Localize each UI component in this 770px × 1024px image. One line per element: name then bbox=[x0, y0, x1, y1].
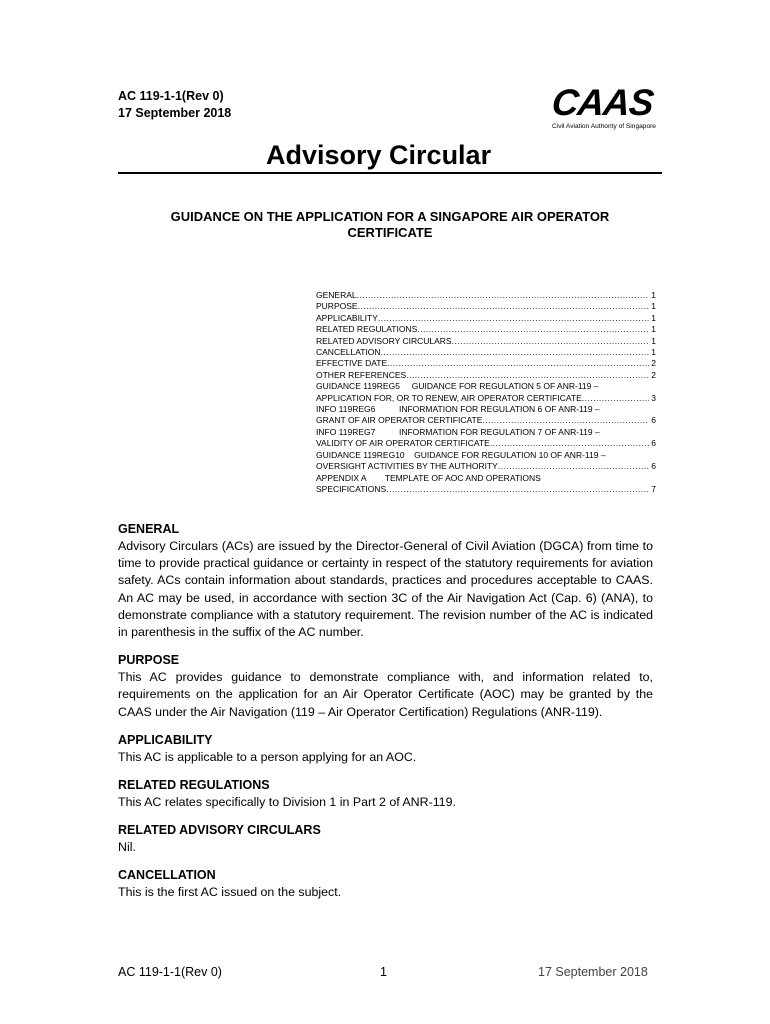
toc-page-number: 1 bbox=[651, 335, 656, 346]
toc-entry-heading: GUIDANCE 119REG10 GUIDANCE FOR REGULATION 10 OF ANR-119 – bbox=[316, 449, 606, 460]
toc-entry-title: PURPOSE bbox=[316, 301, 358, 312]
toc-entry-title: EFFECTIVE DATE bbox=[316, 358, 388, 369]
toc-leader-dots bbox=[357, 290, 650, 301]
section-cancellation bbox=[118, 867, 653, 901]
toc-entry[interactable] bbox=[316, 290, 656, 301]
toc-entry-heading: INFO 119REG6 INFORMATION FOR REGULATION 6 OF ANR-119 – bbox=[316, 404, 600, 415]
section-heading: RELATED REGULATIONS bbox=[118, 778, 270, 793]
title-divider bbox=[118, 172, 662, 174]
toc-entry-title: SPECIFICATIONS bbox=[316, 483, 387, 494]
toc-page-number: 6 bbox=[651, 438, 656, 449]
subtitle-line: GUIDANCE ON THE APPLICATION FOR A SINGAPORE AIR OPERATOR bbox=[170, 209, 610, 224]
page-title: Advisory Circular bbox=[266, 140, 492, 170]
document-reference bbox=[118, 88, 231, 122]
toc-leader-dots bbox=[490, 438, 649, 449]
section-heading: GENERAL bbox=[118, 522, 180, 536]
section-text: This AC relates specifically to Division 1 in Part 2 of ANR-119. bbox=[118, 795, 456, 810]
footer-page-number: 1 bbox=[380, 965, 387, 979]
table-of-contents bbox=[316, 290, 656, 495]
toc-entry-title: OVERSIGHT ACTIVITIES BY THE AUTHORITY bbox=[316, 461, 498, 472]
logo-wordmark: CAAS bbox=[549, 82, 656, 123]
section-general bbox=[118, 521, 653, 641]
toc-entry[interactable] bbox=[316, 347, 656, 358]
toc-leader-dots bbox=[386, 484, 649, 495]
section-text: This is the first AC issued on the subject. bbox=[118, 885, 342, 900]
section-purpose bbox=[118, 652, 653, 721]
toc-leader-dots bbox=[482, 415, 649, 426]
toc-leader-dots bbox=[498, 461, 649, 472]
toc-entry-title: VALIDITY OF AIR OPERATOR CERTIFICATE bbox=[316, 438, 490, 449]
toc-entry-title: GRANT OF AIR OPERATOR CERTIFICATE bbox=[316, 415, 483, 426]
toc-leader-dots bbox=[406, 370, 649, 381]
toc-entry-heading: GUIDANCE 119REG5 GUIDANCE FOR REGULATION 5 OF ANR-119 – bbox=[316, 381, 599, 392]
section-applicability bbox=[118, 732, 653, 766]
toc-entry-title: RELATED REGULATIONS bbox=[316, 324, 418, 335]
toc-page-number: 2 bbox=[651, 358, 656, 369]
toc-leader-dots bbox=[417, 324, 649, 335]
toc-entry-title: APPLICABILITY bbox=[316, 312, 378, 323]
document-subtitle bbox=[118, 209, 662, 241]
toc-page-number: 1 bbox=[651, 347, 656, 358]
toc-leader-dots bbox=[452, 336, 650, 347]
toc-page-number: 1 bbox=[651, 290, 656, 300]
subtitle-line: CERTIFICATE bbox=[347, 225, 433, 240]
toc-entry[interactable] bbox=[316, 450, 656, 473]
toc-leader-dots bbox=[582, 393, 650, 404]
toc-entry-title: GENERAL bbox=[316, 290, 357, 300]
toc-entry[interactable] bbox=[316, 301, 656, 312]
toc-entry-heading: APPENDIX A TEMPLATE OF AOC AND OPERATIONS bbox=[316, 472, 541, 483]
ac-number: AC 119-1-1(Rev 0) bbox=[118, 89, 224, 103]
section-heading: PURPOSE bbox=[118, 653, 180, 668]
toc-entry-title: RELATED ADVISORY CIRCULARS bbox=[316, 335, 452, 346]
toc-page-number: 1 bbox=[651, 312, 656, 323]
toc-leader-dots bbox=[378, 313, 649, 324]
toc-entry[interactable] bbox=[316, 313, 656, 324]
toc-leader-dots bbox=[387, 358, 649, 369]
section-related-regulations bbox=[118, 777, 653, 811]
toc-entry[interactable] bbox=[316, 324, 656, 335]
caas-logo bbox=[549, 82, 662, 130]
toc-entry[interactable] bbox=[316, 358, 656, 369]
toc-page-number: 6 bbox=[651, 415, 656, 426]
section-heading: CANCELLATION bbox=[118, 868, 216, 883]
toc-entry[interactable] bbox=[316, 427, 656, 450]
toc-page-number: 1 bbox=[651, 324, 656, 335]
logo-subtitle: Civil Aviation Authority of Singapore bbox=[552, 123, 656, 130]
toc-entry-title: APPLICATION FOR, OR TO RENEW, AIR OPERATOR CERTIFICATE bbox=[316, 392, 582, 403]
toc-entry[interactable] bbox=[316, 370, 656, 381]
issue-date: 17 September 2018 bbox=[118, 106, 232, 120]
toc-page-number: 7 bbox=[651, 483, 656, 494]
toc-entry[interactable] bbox=[316, 404, 656, 427]
toc-entry[interactable] bbox=[316, 473, 656, 496]
footer-reference: AC 119-1-1(Rev 0) bbox=[118, 965, 222, 979]
toc-page-number: 3 bbox=[651, 392, 656, 403]
toc-page-number: 1 bbox=[651, 301, 656, 312]
toc-entry-title: OTHER REFERENCES bbox=[316, 369, 407, 380]
footer-date: 17 September 2018 bbox=[538, 965, 648, 979]
section-heading: RELATED ADVISORY CIRCULARS bbox=[118, 823, 321, 838]
toc-leader-dots bbox=[358, 301, 650, 312]
section-text: Advisory Circulars (ACs) are issued by the Director-General of Civil Aviation (DGCA) from time to time to provide practical guidance or certainty in respect of the statutory requirements for aviation safety. ACs contain information about standards, practices and procedures acceptable to CAAS. An AC may be used, in accordance with section 3C of the Air Navigation Act (Cap. 6) (ANA), to demonstrate compliance with a statutory requirement. The revision number of the AC is indicated in parenthesis in the suffix of the AC number. bbox=[118, 539, 653, 640]
toc-entry-title: CANCELLATION bbox=[316, 347, 381, 358]
toc-entry-heading: INFO 119REG7 INFORMATION FOR REGULATION 7 OF ANR-119 – bbox=[316, 426, 600, 437]
section-heading: APPLICABILITY bbox=[118, 732, 213, 747]
toc-page-number: 2 bbox=[651, 369, 656, 380]
toc-leader-dots bbox=[381, 347, 650, 358]
section-text: This AC provides guidance to demonstrate compliance with, and information related to, requirements on the application for an Air Operator Certificate (AOC) may be granted by the CAAS under the Air Navigation (119 – Air Operator Certification) Regulations (ANR-119). bbox=[118, 670, 653, 719]
section-related-advisory-circulars bbox=[118, 822, 653, 856]
toc-page-number: 6 bbox=[651, 461, 656, 472]
section-text: This AC is applicable to a person applying for an AOC. bbox=[118, 749, 417, 764]
toc-entry[interactable] bbox=[316, 381, 656, 404]
section-text: Nil. bbox=[118, 840, 136, 855]
document-body bbox=[118, 521, 653, 913]
toc-entry[interactable] bbox=[316, 336, 656, 347]
